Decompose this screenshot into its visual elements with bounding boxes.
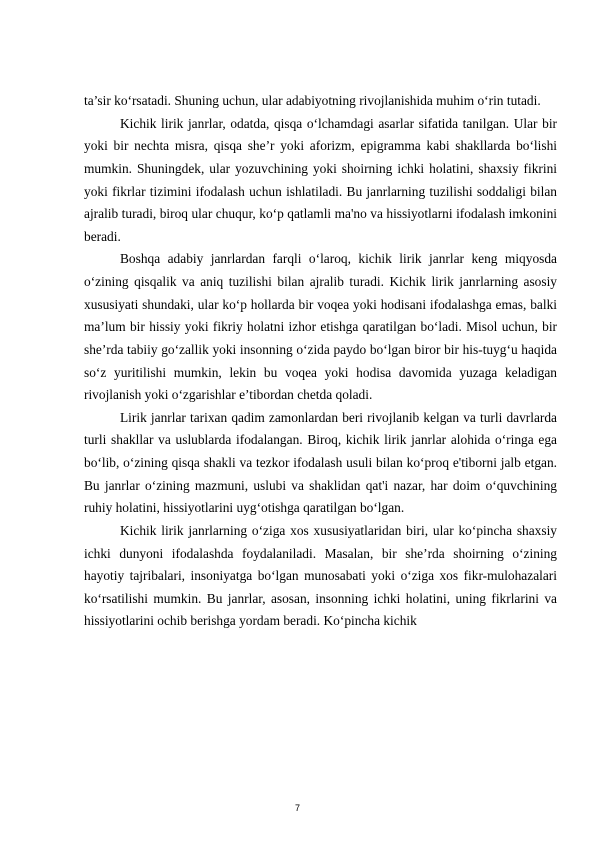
paragraph: Boshqa adabiy janrlardan farqli o‘laroq, kichik lirik janrlar keng miqyosda o‘zining qisqalik va aniq tuzilishi bilan ajralib turadi. Kichik lirik janrlarning asosiy xususiyati shundaki, ular ko‘p hollarda bir voqea yoki hodisani ifodalashga emas, balki ma’lum bir hissiy yoki fikriy holatni izhor etishga qaratilgan bo‘ladi. Misol uchun, bir she’rda tabiiy go‘zallik yoki insonning o‘zida paydo bo‘lgan biror bir his-tuyg‘u haqida so‘z yuritilishi mumkin, lekin bu voqea yoki hodisa davomida yuzaga keladigan rivojlanish yoki o‘zgarishlar e’tibordan chetda qoladi. [84,251,557,403]
paragraph-continuation: ta’sir ko‘rsatadi. Shuning uchun, ular adabiyotning rivojlanishida muhim o‘rin tutadi. [84,93,541,108]
body-text [84,90,557,633]
paragraph: Kichik lirik janrlar, odatda, qisqa o‘lchamdagi asarlar sifatida tanilgan. Ular bir yoki bir nechta misra, qisqa she’r yoki aforizm, epigramma kabi shakllarda bo‘lishi mumkin. Shuningdek, ular yozuvchining yoki shoirning ichki holatini, shaxsiy fikrini yoki fikrlar tizimini ifodalash uchun ishlatiladi. Bu janrlarning tuzilishi soddaligi bilan ajralib turadi, biroq ular chuqur, ko‘p qatlamli ma'no va hissiyotlarni ifodalash imkonini beradi. [84,115,557,244]
page-number: 7 [294,803,300,813]
paragraph: Kichik lirik janrlarning o‘ziga xos xususiyatlaridan biri, ular ko‘pincha shaxsiy ichki dunyoni ifodalashda foydalaniladi. Masalan, bir she’rda shoirning o‘zining hayotiy tajribalari, insoniyatga bo‘lgan munosabati yoki o‘ziga xos fikr-mulohazalari ko‘rsatilishi mumkin. Bu janrlar, asosan, insonning ichki holatini, uning fikrlarini va hissiyotlarini ochib berishga yordam beradi. Ko‘pincha kichik [84,522,557,629]
paragraph: Lirik janrlar tarixan qadim zamonlardan beri rivojlanib kelgan va turli davrlarda turli shakllar va uslublarda ifodalangan. Biroq, kichik lirik janrlar alohida o‘ringa ega bo‘lib, o‘zining qisqa shakli va tezkor ifodalash usuli bilan ko‘proq e'tiborni jalb etgan. Bu janrlar o‘zining mazmuni, uslubi va shaklidan qat'i nazar, har doim o‘quvchining ruhiy holatini, hissiyotlarini uyg‘otishga qaratilgan bo‘lgan. [84,409,557,516]
